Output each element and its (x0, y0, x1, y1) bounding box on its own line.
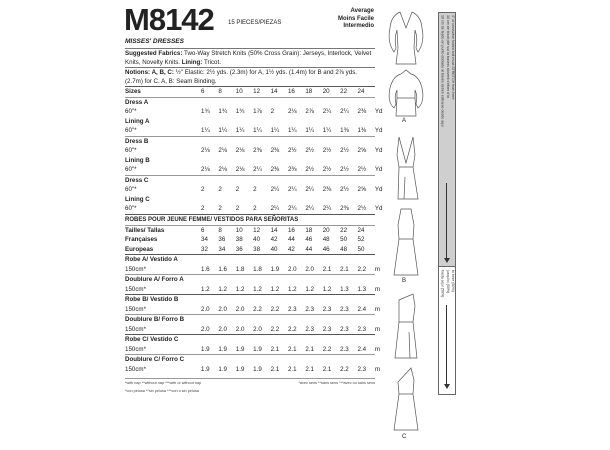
yardage-value: 2½ (287, 147, 297, 154)
meterage-value: 1.8 (235, 265, 245, 273)
yardage-value: 2½ (357, 166, 367, 173)
meterage-value: 2.1 (340, 265, 349, 273)
fabric-label: Dress A (125, 98, 149, 106)
unit-label: Yd (374, 108, 383, 115)
yardage-value: 2 (201, 186, 205, 193)
view-a-sketches (385, 8, 427, 118)
lining-label: Lining: (181, 58, 203, 66)
meterage-value: 2.3 (322, 305, 332, 313)
fabric-width: 60"* (125, 166, 137, 173)
level-en: Average (350, 8, 374, 14)
meterage-value: 1.2 (287, 285, 297, 293)
meterage-value: 1.9 (253, 365, 262, 373)
fabrics-label: Suggested Fabrics: (125, 50, 183, 57)
yardage-value: 1¼ (270, 127, 280, 134)
meterage-value: 2.4 (357, 345, 367, 353)
yardage-value: 2 (218, 186, 222, 193)
lining-text: Tricot. (202, 58, 221, 66)
unit-label: Yd (374, 147, 383, 154)
meterage-value: 1.2 (305, 285, 314, 293)
meterage-value: 1.6 (201, 265, 210, 273)
notions-label: Notions: A, B, C: (125, 69, 174, 76)
meterage-value: 1.9 (201, 345, 210, 353)
yardage-value: 2½ (340, 147, 349, 154)
size-row (125, 235, 375, 245)
yardage-value: 2¼ (270, 186, 280, 193)
meterage-value: 2.3 (305, 305, 314, 313)
size-value: 44 (287, 236, 295, 243)
yardage-value: 2⅜ (322, 186, 332, 193)
yardage-row (125, 146, 383, 156)
yardage-value: 2 (270, 108, 275, 115)
level-fr: Moins Facile (337, 15, 374, 22)
size-row-label: Europeas (125, 245, 154, 253)
meterage-value: 1.2 (322, 285, 332, 293)
meterage-value: 1.8 (253, 265, 262, 273)
pattern-title: MISSES' DRESSES (125, 38, 184, 45)
size-value: 22 (340, 88, 348, 95)
size-value: 50 (357, 245, 365, 253)
meterage-value: 2.1 (305, 345, 314, 353)
meterage-value: 2.4 (357, 305, 367, 313)
fabric-label: Doublure C/ Forro C (125, 356, 185, 363)
size-value: 38 (253, 245, 261, 253)
yardage-value: 2⅜ (253, 147, 262, 154)
size-row (125, 225, 375, 236)
yardage-value: 2½ (322, 166, 332, 173)
footnotes (125, 379, 375, 395)
meterage-value: 2.2 (270, 325, 280, 333)
size-value: 14 (270, 226, 278, 234)
yardage-value: 2¼ (322, 108, 332, 115)
meterage-value: 1.9 (235, 365, 245, 373)
yardage-value: 2¼ (305, 205, 314, 212)
unit-label: Yd (374, 186, 383, 193)
size-value: 14 (270, 88, 278, 95)
yardage-value: 2¼ (340, 108, 349, 115)
yardage-value: 2⅛ (201, 166, 210, 173)
unit-label: m (374, 365, 381, 373)
yardage-value: 2¼ (287, 186, 297, 193)
yardage-value: 2 (218, 205, 222, 212)
fabric-width: 60"* (125, 147, 137, 154)
size-value: 34 (201, 236, 208, 243)
size-value: 20 (322, 226, 330, 234)
yardage-value: 2⅜ (340, 205, 349, 212)
footnote-fr: *avec sens **sans sens ***avec ou sans sens (298, 381, 375, 385)
meterage-value: 2.3 (340, 325, 349, 333)
yardage-value: 2 (235, 186, 240, 193)
fabric-width: 150cm* (125, 325, 146, 333)
meterage-value: 1.9 (218, 345, 227, 353)
size-value: 32 (201, 245, 208, 253)
size-value: 12 (253, 226, 261, 234)
size-value: 48 (322, 236, 330, 243)
yardage-value: 2¼ (253, 166, 262, 173)
meterage-value: 1.9 (253, 345, 262, 353)
yardage-value: 1¾ (235, 108, 245, 115)
meterage-value: 2.2 (340, 365, 349, 373)
fabric-width: 60"* (125, 186, 137, 193)
meterage-value: 2.0 (218, 325, 227, 333)
meterage-value: 2.2 (253, 305, 262, 313)
meterage-value: 2.1 (287, 365, 297, 373)
meterage-value: 2.3 (322, 325, 332, 333)
meterage-value: 2.0 (287, 265, 297, 273)
fabric-width: 150cm* (125, 345, 146, 353)
fabric-row (125, 136, 375, 147)
size-value: 12 (253, 88, 261, 95)
meterage-row (125, 325, 381, 335)
fabric-row (125, 314, 375, 325)
size-value: 40 (270, 245, 278, 253)
notions-text: ½" Elastic: 2½ yds. (2.3m) for A, 1½ yds. (1.4m) for B and 2⅞ yds. (2.7m) for C. A, B: Seam Binding. (125, 69, 358, 85)
yardage-value: 2½ (340, 186, 349, 193)
yardage-value: 1¼ (235, 127, 245, 134)
fabrics-text: Two-Way Stretch Knits (50% Cross Grain): Jerseys, Interlock, Velvet Knits, Novelty Knits. (125, 50, 372, 66)
yardage-value: 2⅛ (218, 166, 227, 173)
fabric-width: 60"* (125, 127, 137, 134)
meterage-value: 2.0 (201, 305, 210, 313)
meterage-value: 2.1 (305, 365, 314, 373)
yardage-row (125, 165, 383, 175)
meterage-value: 2.1 (287, 345, 297, 353)
yardage-value: 2½ (357, 205, 367, 212)
fabric-row (125, 354, 375, 365)
size-value: 48 (340, 245, 348, 253)
yardage-value: 2 (253, 205, 257, 212)
unit-label: m (374, 325, 381, 333)
size-value: 8 (218, 226, 222, 234)
yardage-value: 2⅛ (201, 147, 210, 154)
unit-label: m (374, 305, 381, 313)
unit-label: Yd (374, 205, 383, 212)
size-row-label: Tailles/ Tallas (125, 226, 165, 234)
fabric-label: Dress B (125, 137, 149, 145)
size-value: 6 (201, 226, 205, 234)
yardage-value: 2⅜ (357, 108, 367, 115)
fabric-label: Lining C (125, 195, 150, 203)
meterage-row (125, 305, 381, 315)
meterage-value: 2.1 (270, 345, 280, 353)
yardage-row (125, 204, 383, 214)
size-value: 24 (357, 88, 365, 95)
meterage-value: 1.2 (235, 285, 245, 293)
fabric-row (125, 294, 375, 305)
fabric-row (125, 97, 375, 108)
yardage-value: 2⅜ (270, 166, 280, 173)
yardage-row (125, 107, 383, 117)
imperial-yardage-table (125, 86, 383, 214)
yardage-value: 2⅜ (287, 166, 297, 173)
size-value: 34 (218, 245, 226, 253)
meterage-value: 1.2 (253, 285, 262, 293)
meterage-value: 2.0 (253, 325, 262, 333)
yardage-value: 2½ (305, 166, 314, 173)
meterage-value: 2.2 (287, 325, 297, 333)
meterage-value: 1.2 (201, 285, 210, 293)
meterage-value: 2.0 (235, 325, 245, 333)
meterage-value: 2.3 (357, 365, 367, 373)
unit-label: m (374, 265, 381, 273)
yardage-value: 1¼ (287, 127, 297, 134)
yardage-value: 1¼ (218, 127, 227, 134)
metric-yardage-table (125, 225, 381, 375)
size-value: 24 (357, 226, 365, 234)
fabric-label: Dress C (125, 176, 149, 184)
suggested-fabrics (125, 48, 375, 67)
meterage-value: 1.2 (218, 285, 227, 293)
unit-label: Yd (374, 127, 383, 134)
meterage-value: 2.2 (357, 265, 367, 273)
stretch-gauge-end-label: to here (50%) jusqu'ici (50%) hasta aquí (50%) (440, 270, 455, 298)
size-value: 50 (340, 236, 348, 243)
unit-label: Yd (374, 166, 383, 173)
meterage-row (125, 285, 381, 295)
fabric-label: Robe A/ Vestido A (125, 256, 178, 263)
meterage-value: 2.1 (322, 365, 332, 373)
fabric-width: 150cm* (125, 365, 146, 373)
meterage-value: 1.3 (357, 285, 367, 293)
yardage-value: 2⅛ (218, 147, 227, 154)
fabric-width: 150cm* (125, 305, 146, 313)
size-value: 16 (287, 88, 295, 95)
fabric-row (125, 274, 375, 285)
view-b-sketches (385, 135, 427, 280)
yardage-value: 2 (253, 186, 257, 193)
meterage-value: 2.0 (201, 325, 210, 333)
view-label-a: A (402, 118, 407, 124)
meterage-row (125, 365, 381, 375)
fabric-row (125, 195, 375, 205)
yardage-value: 2⅛ (235, 147, 245, 154)
stretch-gauge (438, 12, 456, 395)
fabric-row (125, 117, 375, 127)
yardage-value: 1⅞ (253, 108, 262, 115)
fabric-label: Robe B/ Vestido B (125, 296, 179, 303)
yardage-value: 2 (235, 205, 240, 212)
fabric-label: Lining B (125, 156, 150, 164)
meterage-value: 2.3 (357, 325, 367, 333)
fabric-width: 60"* (125, 205, 137, 212)
fabric-label: Doublure B/ Forro B (125, 316, 185, 323)
yardage-value: 2⅞ (305, 108, 314, 115)
size-value: 10 (235, 88, 243, 95)
stretch-gauge-instructions: 4" of crosswise folded knit must STRETCH from here 10 cm de tricot plié sur la travers doivent s'étirer d'ici 10 cm de tejido en punto doblado al través deben estirarse desde aquí (440, 15, 455, 128)
yardage-value: 2¼ (287, 205, 297, 212)
size-row (125, 245, 375, 255)
yardage-value: 1⅜ (357, 127, 367, 134)
size-value: 18 (305, 226, 313, 234)
size-value: 46 (322, 245, 330, 253)
yardage-value: 1¼ (201, 127, 210, 134)
yardage-value: 2½ (340, 166, 349, 173)
meterage-value: 2.0 (235, 305, 245, 313)
meterage-value: 2.3 (340, 345, 349, 353)
fabric-label: Robe C/ Vestido C (125, 336, 179, 343)
view-label-b: B (402, 278, 407, 284)
meterage-value: 1.9 (270, 265, 280, 273)
yardage-value: 2⅜ (270, 147, 280, 154)
yardage-value: 2⅝ (357, 186, 367, 193)
fabric-row (125, 156, 375, 166)
size-value: 16 (287, 226, 295, 234)
yardage-value: 2⅝ (357, 147, 367, 154)
view-label-c: C (402, 434, 407, 440)
yardage-row (125, 126, 383, 136)
yardage-value: 1⅜ (340, 127, 349, 134)
meterage-value: 2.1 (322, 265, 332, 273)
unit-label: m (374, 345, 381, 353)
yardage-value: 2⅛ (287, 108, 297, 115)
yardage-value: 1¼ (305, 127, 314, 134)
yardage-column (125, 38, 383, 395)
fabric-row (125, 334, 375, 345)
size-value: 42 (287, 245, 295, 253)
size-value: 20 (322, 88, 330, 95)
yardage-value: 1¾ (201, 108, 210, 115)
view-c-sketches (385, 292, 427, 432)
size-value: 38 (235, 236, 243, 243)
meterage-value: 2.3 (287, 305, 297, 313)
meterage-value: 2.2 (322, 345, 332, 353)
fabric-row (125, 254, 375, 265)
size-value: 6 (201, 88, 205, 95)
meterage-value: 1.9 (201, 365, 210, 373)
yardage-value: 2 (201, 205, 205, 212)
size-value: 10 (235, 226, 243, 234)
arrow-down-icon (446, 305, 447, 385)
yardage-value: 2½ (322, 147, 332, 154)
meterage-value: 1.9 (218, 365, 227, 373)
size-value: 36 (218, 236, 226, 243)
size-value: 40 (253, 236, 261, 243)
size-value: 18 (305, 88, 313, 95)
meterage-value: 2.0 (218, 305, 227, 313)
meterage-row (125, 265, 381, 275)
sizes-label: Sizes (125, 88, 141, 95)
fabric-width: 150cm* (125, 265, 146, 273)
yardage-value: 2¼ (305, 186, 314, 193)
size-row-label: Françaises (125, 236, 158, 243)
size-value: 36 (235, 245, 243, 253)
footnote-en: *with nap **without nap ***with or without nap (125, 381, 202, 385)
meterage-row (125, 345, 381, 355)
size-value: 22 (340, 226, 348, 234)
yardage-value: 2⅛ (235, 166, 245, 173)
meterage-value: 1.9 (235, 345, 245, 353)
size-value: 44 (305, 245, 313, 253)
arrow-down-icon (446, 183, 447, 259)
yardage-value: 1¼ (253, 127, 262, 134)
yardage-value: 1¾ (218, 108, 227, 115)
size-value: 46 (305, 236, 313, 243)
meterage-value: 1.6 (218, 265, 227, 273)
fabric-row (125, 175, 375, 186)
size-value: 42 (270, 236, 278, 243)
footnote-es: *con pelusa **sin pelusa ***con o sin pelusa (125, 389, 199, 393)
meterage-value: 2.3 (340, 305, 349, 313)
meterage-value: 1.3 (340, 285, 349, 293)
yardage-value: 2½ (305, 147, 314, 154)
yardage-value: 2¼ (322, 205, 332, 212)
yardage-value: 1¼ (322, 127, 332, 134)
size-value: 52 (357, 236, 365, 243)
metric-title: ROBES POUR JEUNE FEMME/ VESTIDOS PARA SEÑORITAS (125, 214, 375, 225)
meterage-value: 2.3 (305, 325, 314, 333)
stretch-gauge-start (439, 13, 455, 267)
meterage-value: 2.2 (270, 305, 280, 313)
meterage-value: 2.1 (270, 365, 280, 373)
meterage-value: 2.0 (305, 265, 314, 273)
size-value: 8 (218, 88, 222, 95)
piece-count: 15 PIECES/PIEZAS (228, 20, 282, 26)
meterage-value: 1.2 (270, 285, 280, 293)
fabric-width: 60"* (125, 108, 137, 115)
sizes-row (125, 86, 375, 97)
fabric-label: Lining A (125, 117, 150, 125)
pattern-number: M8142 (124, 2, 214, 37)
fabric-label: Doublure A/ Forro A (125, 276, 184, 283)
level-es: Intermedio (343, 23, 374, 29)
yardage-row (125, 185, 383, 195)
notions (125, 67, 375, 86)
yardage-value: 2¼ (270, 205, 280, 212)
fabric-width: 150cm* (125, 285, 146, 293)
difficulty-level (322, 8, 374, 31)
unit-label: m (374, 285, 381, 293)
